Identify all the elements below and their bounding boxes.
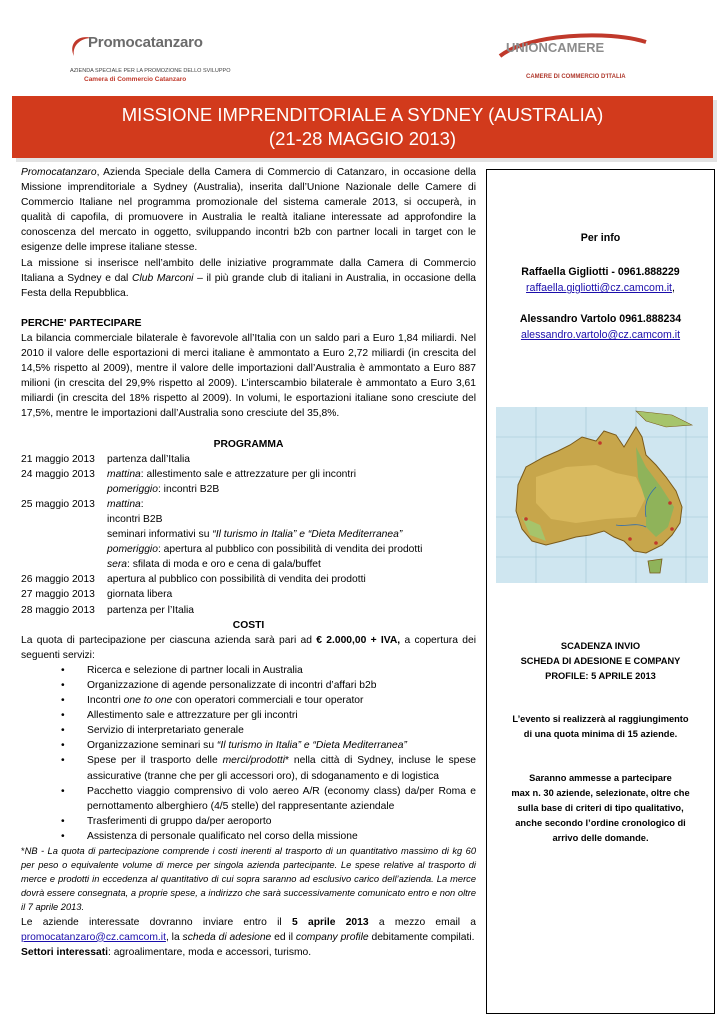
program-time: mattina (107, 498, 141, 510)
closing-paragraph (21, 915, 476, 945)
list-item (21, 738, 476, 753)
main-content (21, 165, 476, 960)
closing-b: a mezzo email a (368, 916, 477, 928)
note-star: * (21, 846, 25, 857)
scadenza-line-3: PROFILE: 5 APRILE 2013 (545, 671, 656, 681)
service-em: one to one (123, 695, 173, 707)
closing-a: Le aziende interessate dovranno inviare entro il (21, 916, 292, 928)
program-row (21, 467, 476, 482)
intro-paragraph-2 (21, 256, 476, 301)
program-activity-text: : allestimento sale e attrezzature per gli incontri (140, 468, 356, 480)
info-title: Per info (580, 232, 621, 244)
service-text: Ricerca e selezione di partner locali in Australia (87, 664, 303, 676)
logo-left-name: Promocatanzaro (88, 34, 203, 51)
service-em: “Il turismo in Italia” e “Dieta Mediterranea” (216, 740, 407, 752)
program-date: 21 maggio 2013 (21, 453, 95, 465)
service-em: merci/prodotti (222, 755, 285, 767)
bullet-icon: • (61, 725, 65, 737)
program-activity: giornata libera (107, 589, 173, 601)
evento-line-1: L’evento si realizzerà al raggiungimento (512, 714, 689, 724)
nb-note (21, 844, 476, 914)
closing-d: ed il (271, 931, 296, 943)
logo-right-subtitle: CAMERE DI COMMERCIO D'ITALIA (526, 74, 626, 80)
intro-p2-b: – il più grande club di italiani in Australia, in occasione della Festa della Repubblica. (21, 272, 476, 299)
bullet-icon: • (61, 695, 65, 707)
comma: , (672, 282, 675, 294)
settori (21, 945, 476, 960)
map-graphic (496, 407, 708, 583)
closing-c: , la (165, 931, 183, 943)
deadline-date: 5 aprile 2013 (291, 916, 369, 928)
contact2-email-line (487, 327, 714, 343)
costi-title: COSTI (232, 619, 265, 631)
costi-intro (21, 633, 476, 663)
program-activity: partenza per l’Italia (107, 604, 195, 616)
program-activity-text: : sfilata di moda e oro e cena di gala/buffet (127, 559, 321, 571)
service-text: Spese per il trasporto delle (87, 755, 223, 767)
program-row (21, 587, 476, 602)
contact2-email-link[interactable]: alessandro.vartolo@cz.camcom.it (520, 329, 681, 341)
intro-lead: Promocatanzaro (21, 167, 97, 178)
contact1-email-link[interactable]: raffaella.gigliotti@cz.camcom.it (526, 282, 673, 294)
program-subrow (21, 557, 476, 572)
contact1-email-line (487, 280, 714, 296)
logo-left-subtitle: Camera di Commercio Catanzaro (84, 76, 187, 83)
list-item (21, 693, 476, 708)
service-text: Assistenza di personale qualificato nel corso della missione (87, 830, 358, 842)
intro-text: , Azienda Speciale della Camera di Commercio di Catanzaro, in occasione della Missione imprenditoriale a Sydney (Australia), inserita dall’Unione Nazionale delle Camere di Commercio Italiane nel programma promozionale del sistema camerale 2013, si occuperà, in qualità di capofila, di promuovere in Australia le realtà italiane interessate ad approfondire la conoscenza del mercato in oggetto, sviluppando incontri b2b con partner locali in target con le esigenze delle imprese italiane stesse. (21, 167, 476, 254)
logo-left-tagline: AZIENDA SPECIALE PER LA PROMOZIONE DELLO SVILUPPO (70, 68, 231, 74)
unioncamere-logo (498, 32, 668, 87)
banner-dates: (21-28 MAGGIO 2013) (268, 128, 457, 149)
list-item (21, 784, 476, 814)
program-row (21, 572, 476, 587)
program-activity (107, 497, 476, 512)
program-row (21, 603, 476, 618)
promocatanzaro-email-link[interactable]: promocatanzaro@cz.camcom.it (21, 931, 166, 943)
closing-e: debitamente compilati. (368, 931, 475, 943)
program-activity-text: : incontri B2B (157, 483, 220, 495)
price: € 2.000,00 + IVA, (316, 634, 401, 646)
ammesse-line-3: sulla base di criteri di tipo qualitativo, (517, 803, 684, 813)
scadenza-line-2: SCHEDA DI ADESIONE E COMPANY (520, 656, 681, 666)
program-activity-text: seminari informativi su (107, 529, 213, 541)
ammesse-line-2: max n. 30 aziende, selezionate, oltre che (511, 788, 690, 798)
list-item (21, 663, 476, 678)
perche-text: La bilancia commerciale bilaterale è favorevole all’Italia con un saldo pari a Euro 1,84 miliardi. Nel 2010 il valore delle esportazioni di merci italiane è ammontato a Euro 2,72 miliardi (in crescita del 14,5% rispetto al 2009), mentre il valore delle importazioni dall’Australia è ammontato a Euro 887 milioni (in crescita del 29,9% rispetto al 2009). L’interscambio bilaterale è ammontato a Euro 3,61 miliardi (in crescita del 18% rispetto al 2009). In volumi, le esportazioni italiane sono cresciute del 17,5%, mentre le importazioni dall’Australia sono cresciute del 35,8%. (21, 332, 476, 420)
profile-label: company profile (295, 931, 369, 943)
bullet-icon: • (61, 830, 65, 842)
service-text: * nella città di Sydney, incluse le spese assicurative (tranne che per gli accessori oro), di sdoganamento e di logistica (87, 755, 477, 782)
scheda-label: scheda di adesione (182, 931, 272, 943)
service-text: Trasferimenti di gruppo da/per aeroporto (87, 815, 272, 827)
title-banner (12, 96, 713, 158)
bullet-icon: • (61, 664, 65, 676)
list-item (21, 708, 476, 723)
program-time: sera (107, 559, 128, 571)
scadenza-line-1: SCADENZA INVIO (560, 641, 641, 651)
logo-right-name: UNIONCAMERE (506, 40, 605, 55)
service-text: Incontri (87, 695, 124, 707)
program-date: 28 maggio 2013 (21, 604, 95, 616)
note-text: NB - La quota di partecipazione comprende i costi inerenti al trasporto di un quantitativo massimo di kg 60 per peso o equivalente volume di merce per singola azienda partecipante. Le spese relative al trasporto di merce e prodotti in eccedenza al quantitativo di cui sopra saranno ad esclusivo carico dell’azienda. La merce dovrà essere consegnata, a proprie spese, a indirizzo che sarà successivamente comunicato entro e non oltre il 7 aprile 2013. (21, 846, 476, 913)
program-date: 26 maggio 2013 (21, 574, 95, 586)
evento-line-2: di una quota minima di 15 aziende. (523, 729, 678, 739)
ammesse-line-5: arrivo delle domande. (552, 833, 649, 843)
program-colon: : (140, 498, 144, 510)
program-date: 24 maggio 2013 (21, 468, 95, 480)
service-text: con operatori commerciali e tour operator (172, 695, 364, 707)
service-text: Allestimento sale e attrezzature per gli incontri (87, 710, 298, 722)
settori-label: Settori interessati (21, 946, 108, 958)
program-time: pomeriggio (107, 544, 158, 556)
list-item (21, 814, 476, 829)
seminar-topics: “Il turismo in Italia” e “Dieta Mediterranea” (212, 529, 403, 541)
bullet-icon: • (61, 815, 65, 827)
service-text: Organizzazione seminari su (87, 740, 217, 752)
program-time: pomeriggio (107, 483, 158, 495)
contact1-name: Raffaella Gigliotti - 0961.888229 (521, 266, 680, 278)
services-list (21, 663, 476, 844)
list-item (21, 829, 476, 844)
intro-paragraph-1 (21, 165, 476, 256)
program-row (21, 452, 476, 467)
program-activity: partenza dall’Italia (107, 453, 190, 465)
list-item (21, 723, 476, 738)
australia-map-icon (496, 407, 708, 583)
program-subrow (21, 482, 476, 497)
bullet-icon: • (61, 740, 65, 752)
promocatanzaro-logo (66, 30, 236, 90)
bullet-icon: • (61, 710, 65, 722)
contact2-name: Alessandro Vartolo 0961.888234 (519, 313, 682, 325)
ammesse-line-4: anche secondo l’ordine cronologico di (515, 818, 686, 828)
ammesse-line-1: Saranno ammesse a partecipare (529, 773, 672, 783)
info-sidebar (486, 169, 715, 1014)
settori-text: : agroalimentare, moda e accessori, turismo. (107, 946, 312, 958)
program-subrow (21, 542, 476, 557)
club-name: Club Marconi (132, 272, 194, 284)
program-date: 27 maggio 2013 (21, 589, 95, 601)
program-activity-text: : apertura al pubblico con possibilità di vendita dei prodotti (157, 544, 423, 556)
program-subrow: incontri B2B (107, 513, 163, 525)
program-activity (107, 467, 476, 482)
program-activity: apertura al pubblico con possibilità di vendita dei prodotti (107, 574, 366, 586)
service-text: Organizzazione di agende personalizzate di incontri d’affari b2b (87, 680, 377, 691)
programma-title: PROGRAMMA (213, 438, 284, 450)
list-item (21, 753, 476, 783)
bullet-icon: • (61, 755, 65, 767)
bullet-icon: • (61, 680, 65, 691)
program-time: mattina (107, 468, 141, 480)
banner-title: MISSIONE IMPRENDITORIALE A SYDNEY (AUSTRALIA) (121, 104, 604, 125)
perche-title: PERCHE' PARTECIPARE (21, 317, 142, 329)
service-text: Servizio di interpretariato generale (87, 725, 244, 737)
intro-p2-a: La missione si inserisce nell’ambito delle iniziative programmate dalla Camera di Commercio Italiana a Sydney e dal (21, 257, 476, 284)
program-subrow (21, 527, 476, 542)
program-date: 25 maggio 2013 (21, 498, 95, 510)
costi-intro-b: a copertura dei seguenti servizi: (21, 634, 476, 661)
bullet-icon: • (61, 785, 65, 797)
list-item (21, 678, 476, 693)
costi-intro-a: La quota di partecipazione per ciascuna azienda sarà pari ad (21, 634, 317, 646)
program-row (21, 497, 476, 512)
service-text: Pacchetto viaggio comprensivo di volo aereo A/R (economy class) da/per Roma e pernottamento alberghiero (4/5 stelle) del rappresentante aziendale (87, 785, 476, 812)
